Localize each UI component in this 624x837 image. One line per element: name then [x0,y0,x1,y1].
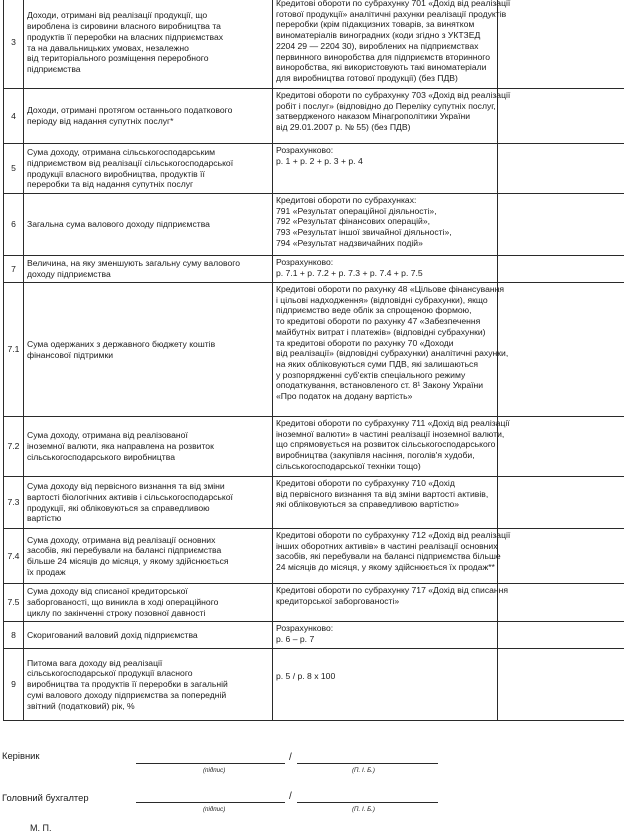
income-table [3,0,624,721]
value-cell[interactable] [498,477,624,529]
row-number: 7 [4,256,24,283]
indicator-name [24,194,273,256]
data-source [273,256,498,283]
indicator-name-line: звітний (податковий) рік, % [27,700,135,711]
data-source-line: іноземної валюти» в частині реалізації іноземної валюти, [276,428,505,439]
table-row [4,89,624,144]
indicator-name-line: сільськогосподарської продукції власного [27,668,193,679]
indicator-name-line: Доходи, отримані від реалізації продукції, що [27,10,208,21]
data-source-line: 791 «Результат операційної діяльності», [276,205,437,216]
accountant-name-caption: (П. І. Б.) [352,806,375,813]
indicator-name-line: Доходи, отримані протягом останнього податкового [27,105,233,116]
row-number: 6 [4,194,24,256]
indicator-name-line: доходу підприємства [27,269,111,279]
indicator-name-line: та на давальницьких умовах, незалежно [27,42,189,53]
data-source-line: від первісного визнання та від зміни вартості активів, [276,488,489,499]
row-number: 4 [4,89,24,144]
data-source [273,0,511,89]
data-source-line: 794 «Результат надзвичайних подій» [276,237,423,248]
head-slash: / [289,752,292,763]
indicator-name [24,0,273,89]
value-cell[interactable] [498,144,624,194]
indicator-name [24,144,273,194]
data-source [273,477,498,529]
data-source-line: засобів, які перебували на балансі підприємства більше [276,551,501,562]
data-source-line: інших оборотних активів» в частині реалізації основних [276,540,498,551]
data-source-line: Кредитові обороти по субрахунку 701 «Дохід від реалізації [276,0,511,8]
indicator-name-line: Сума доходу від первісного визнання та від зміни [27,481,225,492]
value-cell[interactable] [498,584,624,622]
indicator-name-line: Сума доходу, отримана від реалізованої [27,430,188,441]
value-cell[interactable] [498,622,624,649]
indicator-name-line: Питома вага доходу від реалізації [27,657,163,668]
accountant-label: Головний бухгалтер [2,792,89,803]
data-source [273,649,498,721]
table-row [4,649,624,721]
indicator-name-line: сумі валового доходу підприємства за попередній [27,689,227,700]
indicator-name-line: Сума доходу від списаної кредиторської [27,586,188,597]
data-source-line: 2204 29 — 2204 30), вироблених на підприємствах [276,40,479,51]
row-number: 9 [4,649,24,721]
data-source-line: р. 1 + р. 2 + р. 3 + р. 4 [276,155,363,166]
data-source-line: виноробства, які використовують такі виноматеріали [276,62,487,73]
indicator-name-line: заборгованості, що виникла в ході операційного [27,597,219,608]
indicator-name [24,417,273,477]
table-row [4,584,624,622]
indicator-name-line: від територіального розміщення переробного [27,53,209,64]
data-source-line: Розрахунково: [276,145,334,155]
value-cell[interactable] [498,256,624,283]
indicator-name-line: Сума доходу, отримана від реалізації основних [27,534,216,545]
data-source-line: на яких обліковуються суми ПДВ, які залишаються [276,358,479,369]
head-signature-caption: (підпис) [203,767,226,774]
row-number: 7.4 [4,529,24,584]
data-source-line: і цільові надходження» (відповідні субрахунки), якщо [276,294,488,305]
table-row [4,0,624,89]
table-row [4,529,624,584]
indicator-name [24,529,273,584]
data-source-line: оподаткування, встановленого ст. 8¹ Закону України [276,380,484,391]
data-source-line: 792 «Результат фінансових операцій», [276,216,431,227]
indicator-name-line: Загальна сума валового доходу підприємства [27,219,210,230]
indicator-name [24,584,273,622]
indicator-name-line: Сума доходу, отримана сільськогосподарським [27,147,216,158]
indicator-name [24,256,273,283]
indicator-name-line: продукції, які обліковуються за справедливою [27,502,210,513]
data-source-line: затвердженого наказом Мінагрополітики України [276,111,471,122]
indicator-name [24,477,273,529]
indicator-name-line: вартістю [27,513,62,524]
data-source [273,194,498,256]
data-source-line: Розрахунково: [276,257,334,267]
indicator-name-line: циклу по закінченні строку позовної давності [27,607,206,618]
data-source-line: виробництва (закупівля насіння, поголів'я худоби, [276,450,475,461]
row-number: 7.2 [4,417,24,477]
data-source [273,89,511,144]
table-row [4,256,624,283]
indicator-name [24,649,273,721]
value-cell[interactable] [498,283,624,417]
row-number: 7.5 [4,584,24,622]
value-cell[interactable] [498,417,624,477]
indicator-name-line: Сума одержаних з державного бюджету коштів [27,338,216,349]
row-number: 7.1 [4,283,24,417]
data-source [273,529,511,584]
data-source-line: 793 «Результат іншої звичайної діяльності», [276,227,452,238]
data-source-line: виноматеріалів виноградних (коди згідно з УКТЗЕД [276,30,481,41]
data-source-line: Кредитові обороти по субрахунку 710 «Дохід [276,478,455,488]
data-source-line: підприємство веде облік за спрощеною формою, [276,305,472,316]
data-source [273,144,498,194]
data-source [273,622,498,649]
indicator-name [24,89,273,144]
stamp-label: М. П. [30,823,52,833]
indicator-name [24,283,273,417]
data-source-line: готової продукції» аналітичні рахунки реалізації продуктів [276,8,507,19]
table-row [4,622,624,649]
data-source-line: кредиторської заборгованості» [276,595,400,606]
data-source-line [276,661,494,672]
data-source-line: майбутніх витрат і платежів» (відповідні субрахунки) [276,326,486,337]
table-row [4,477,624,529]
data-source-line: то кредитові обороти по рахунку 47 «Забезпечення [276,316,481,327]
data-source-line: р. 7.1 + р. 7.2 + р. 7.3 + р. 7.4 + р. 7.5 [276,267,423,278]
indicator-name-line: сільськогосподарського виробництва [27,451,175,462]
indicator-name-line: Скоригований валовий дохід підприємства [27,629,198,640]
data-source-line: переробки (крім підакцизних товарів, за винятком [276,19,475,30]
data-source-line: р. 5 / р. 8 x 100 [276,671,336,682]
data-source-line: Кредитові обороти по субрахунках: [276,195,417,205]
row-number: 3 [4,0,24,89]
indicator-name-line: вартості біологічних активів і сільськогосподарської [27,491,233,502]
value-cell[interactable] [498,194,624,256]
data-source-line: первинного виноробства для підприємств вторинного [276,51,491,62]
data-source [273,584,509,622]
head-label: Керівник [2,750,40,761]
data-source-line: Кредитові обороти по субрахунку 711 «Дохід від реалізації [276,418,510,428]
indicator-name-line: їх продаж [27,566,66,577]
indicator-name [24,622,273,649]
indicator-name-line: засобів, які перебували на балансі підприємства [27,545,222,556]
indicator-name-line: виробництва та продуктів її переробки в загальній [27,679,228,690]
data-source-line: Кредитові обороти по субрахунку 717 «Дохід від списання [276,585,509,595]
indicator-name-line: іноземної валюти, яка направлена на розвиток [27,441,214,452]
data-source-line: що спрямовується на розвиток сільськогосподарського [276,439,496,450]
row-number: 5 [4,144,24,194]
data-source-line: р. 6 – р. 7 [276,633,315,644]
indicator-name-line: Величина, на яку зменшують загальну суму валового [27,258,241,269]
indicator-name-line: періоду від надання супутніх послуг* [27,116,174,126]
data-source [273,417,510,477]
value-cell[interactable] [498,89,624,144]
indicator-name-line: переробки та від надання супутніх послуг [27,179,194,190]
accountant-slash: / [289,791,292,802]
indicator-name-line: продуктів її переробки на власних підприємствах [27,31,224,42]
accountant-name-line[interactable] [297,802,438,803]
data-source-line: «Про податок на додану вартість» [276,391,413,402]
data-source-line [276,650,494,661]
value-cell[interactable] [498,0,624,89]
data-source-line: для виробництва готової продукції) (без ПДВ) [276,72,458,83]
table-row [4,194,624,256]
data-source-line: Кредитові обороти по субрахунку 712 «Дохід від реалізації [276,530,511,540]
indicator-name-line: вироблена із сировини власного виробництва та [27,21,221,32]
data-source-line: та кредитові обороти по рахунку 70 «Доходи [276,337,454,348]
data-source-line: Кредитові обороти по субрахунку 703 «Дохід від реалізації [276,90,511,100]
data-source-line: Розрахунково: [276,623,334,633]
head-name-line[interactable] [297,763,438,764]
row-number: 7.3 [4,477,24,529]
data-source-line: 24 місяців до місяця, у якому здійснюється їх продаж** [276,562,495,573]
data-source-line: робіт і послуг» (відповідно до Переліку супутніх послуг, [276,100,496,111]
table-row [4,144,624,194]
data-source-line: від реалізації» (відповідні субрахунки) аналітичні рахунки, [276,348,509,359]
indicator-name-line: більше 24 місяців до місяця, у якому здійснюється [27,556,229,566]
indicator-name-line: підприємством від реалізації сільськогосподарської [27,157,234,168]
data-source-line: сільськогосподарської техніки тощо) [276,460,421,471]
row-number: 8 [4,622,24,649]
value-cell[interactable] [498,529,624,584]
table-row [4,283,624,417]
indicator-name-line: фінансової підтримки [27,349,114,360]
head-name-caption: (П. І. Б.) [352,767,375,774]
table-row [4,417,624,477]
value-cell[interactable] [498,649,624,721]
data-source-line: від 29.01.2007 р. № 55) (без ПДВ) [276,122,411,133]
head-signature-line[interactable] [136,763,285,764]
data-source [273,283,509,417]
indicator-name-line: продукції власного виробництва, продуктів її [27,168,205,179]
indicator-name-line: підприємства [27,63,81,74]
data-source-line: у розпорядженні суб'єктів спеціального режиму [276,369,466,380]
accountant-signature-line[interactable] [136,802,285,803]
data-source-line: які обліковуються за справедливою вартістю» [276,499,459,510]
data-source-line: Кредитові обороти по рахунку 48 «Цільове фінансування [276,284,505,294]
accountant-signature-caption: (підпис) [203,806,226,813]
